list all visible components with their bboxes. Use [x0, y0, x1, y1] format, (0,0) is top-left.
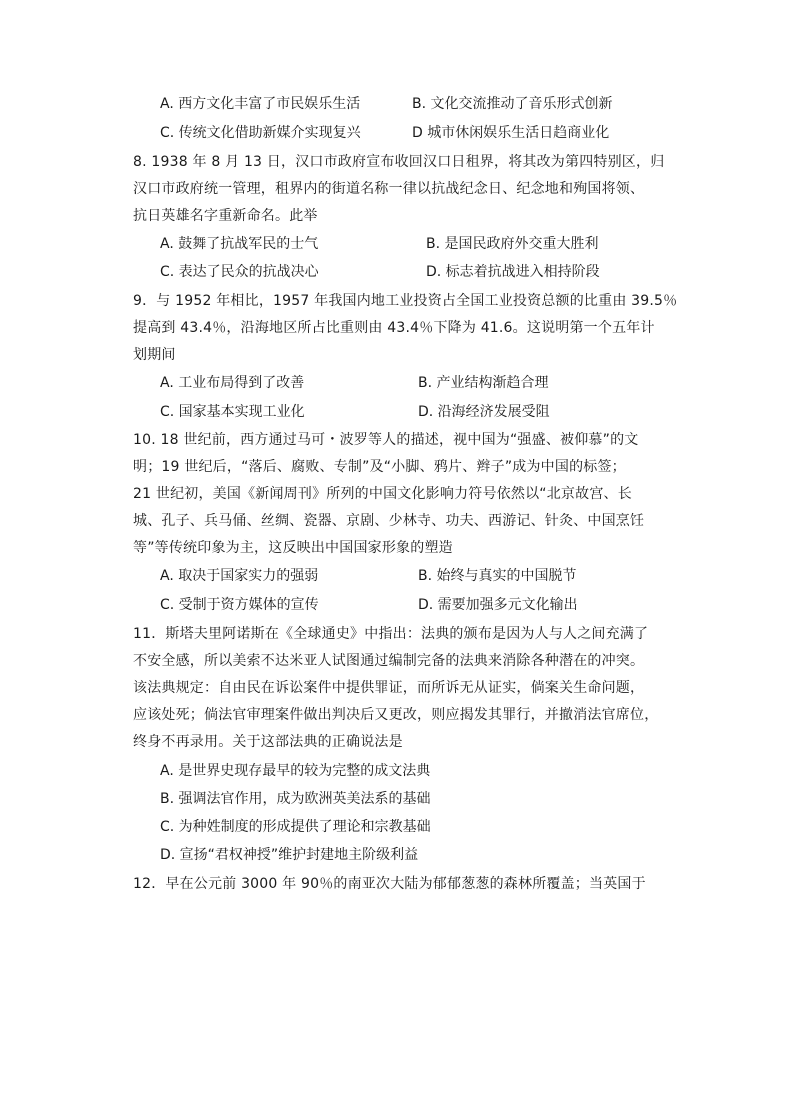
- q11-option-a: A. 是世界史现存最早的较为完整的成文法典: [160, 763, 431, 779]
- q10-option-d: D. 需要加强多元文化输出: [418, 597, 578, 613]
- q10-stem-line-2: 明；19 世纪后，“落后、腐败、专制”及“小脚、鸦片、辫子”成为中国的标签；: [133, 459, 626, 475]
- q7-option-c: C. 传统文化借助新媒介实现复兴: [160, 125, 361, 141]
- q10-option-c: C. 受制于资方媒体的宣传: [160, 597, 319, 613]
- q8-stem-line-2: 汉口市政府统一管理，租界内的街道名称一律以抗战纪念日、纪念地和殉国将领、: [133, 181, 645, 197]
- q9-stem-line-1: 9．与 1952 年相比，1957 年我国内地工业投资占全国工业投资总额的比重由 39.5％: [133, 293, 678, 309]
- q11-stem-line-1: 11．斯塔夫里阿诺斯在《全球通史》中指出：法典的颁布是因为人与人之间充满了: [133, 626, 649, 642]
- q8-option-a: A. 鼓舞了抗战军民的士气: [160, 236, 319, 252]
- q11-stem-line-2: 不安全感，所以美索不达米亚人试图通过编制完备的法典来消除各种潜在的冲突。: [133, 653, 645, 669]
- q11-stem-line-3: 该法典规定：自由民在诉讼案件中提供罪证，而所诉无从证实，倘案关生命问题，: [133, 680, 645, 696]
- q11-option-d: D. 宣扬“君权神授”维护封建地主阶级利益: [160, 847, 419, 863]
- q9-option-b: B. 产业结构渐趋合理: [418, 375, 549, 391]
- q8-stem-line-1: 8. 1938 年 8 月 13 日，汉口市政府宣布收回汉口日租界，将其改为第四特别区，归: [133, 154, 665, 170]
- q8-option-b: B. 是国民政府外交重大胜利: [426, 236, 599, 252]
- q11-stem-line-5: 终身不再录用。关于这部法典的正确说法是: [133, 734, 403, 750]
- q11-stem-line-4: 应该处死；倘法官审理案件做出判决后又更改，则应揭发其罪行，并撤消法官席位，: [133, 707, 659, 723]
- q9-option-c: C. 国家基本实现工业化: [160, 404, 305, 420]
- q10-stem-line-3: 21 世纪初，美国《新闻周刊》所列的中国文化影响力符号依然以“北京故宫、长: [133, 486, 632, 502]
- q9-option-d: D. 沿海经济发展受阻: [418, 404, 550, 420]
- q8-option-c: C. 表达了民众的抗战决心: [160, 264, 319, 280]
- q8-option-d: D. 标志着抗战进入相持阶段: [426, 264, 600, 280]
- q10-stem-line-4: 城、孔子、兵马俑、丝绸、瓷器、京剧、少林寺、功夫、西游记、针灸、中国烹饪: [133, 513, 645, 529]
- q11-option-c: C. 为种姓制度的形成提供了理论和宗教基础: [160, 819, 431, 835]
- q9-stem-line-3: 划期间: [133, 347, 176, 363]
- q11-option-b: B. 强调法官作用，成为欧洲英美法系的基础: [160, 791, 431, 807]
- q10-stem-line-1: 10. 18 世纪前，西方通过马可・波罗等人的描述，视中国为“强盛、被仰慕”的文: [133, 432, 639, 448]
- q10-option-a: A. 取决于国家实力的强弱: [160, 568, 319, 584]
- q9-stem-line-2: 提高到 43.4％，沿海地区所占比重则由 43.4％下降为 41.6。这说明第一个五年计: [133, 320, 655, 336]
- q10-option-b: B. 始终与真实的中国脱节: [418, 568, 577, 584]
- q12-stem-line-1: 12．早在公元前 3000 年 90％的南亚次大陆为郁郁葱葱的森林所覆盖；当英国于: [133, 876, 646, 892]
- q8-stem-line-3: 抗日英雄名字重新命名。此举: [133, 208, 318, 224]
- q7-option-b: B. 文化交流推动了音乐形式创新: [412, 96, 613, 112]
- q7-option-d: D 城市休闲娱乐生活日趋商业化: [412, 125, 610, 141]
- q10-stem-line-5: 等”等传统印象为主，这反映出中国国家形象的塑造: [133, 540, 453, 556]
- q7-option-a: A. 西方文化丰富了市民娱乐生活: [160, 96, 361, 112]
- q9-option-a: A. 工业布局得到了改善: [160, 375, 305, 391]
